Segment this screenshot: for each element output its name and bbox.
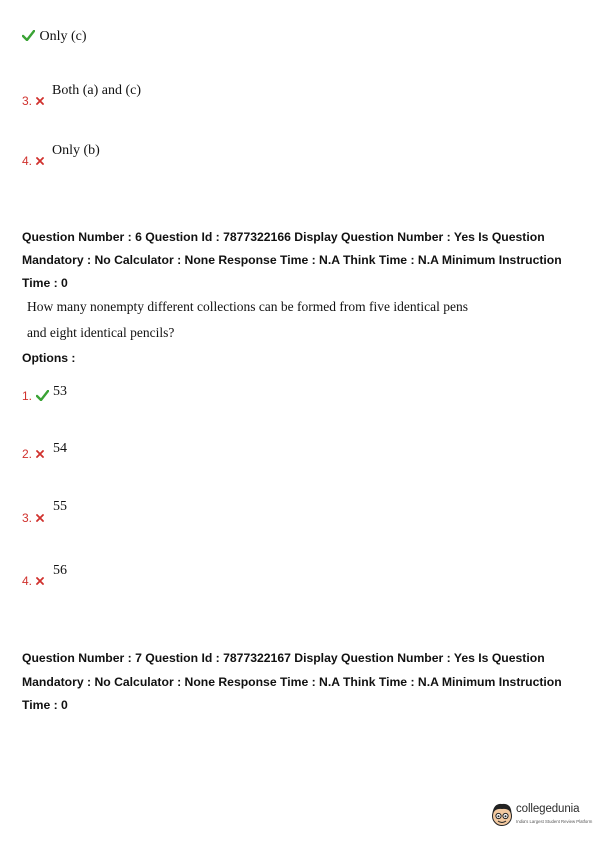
question-meta-line: Mandatory : No Calculator : None Response Time : N.A Think Time : N.A Minimum Instruction <box>22 675 562 689</box>
cross-icon <box>36 514 44 522</box>
check-icon <box>22 30 35 41</box>
option-text: Only (c) <box>39 29 87 44</box>
option-text: Only (b) <box>52 143 100 158</box>
option-row-4 <box>22 572 44 590</box>
cross-icon <box>36 157 44 165</box>
brand-name: collegedunia <box>516 803 580 815</box>
collegedunia-mascot-logo <box>489 799 515 829</box>
brand-logo <box>489 799 593 833</box>
option-number: 3. <box>22 94 33 108</box>
option-text: 56 <box>53 563 67 578</box>
question-meta-line: Question Number : 6 Question Id : 7877322166 Display Question Number : Yes Is Question <box>22 230 545 244</box>
options-label: Options : <box>22 351 76 365</box>
question-meta-line: Time : 0 <box>22 276 68 290</box>
brand-tagline: India's Largest Student Review Platform <box>516 819 593 824</box>
option-number: 2. <box>22 447 33 461</box>
option-number: 3. <box>22 511 33 525</box>
option-number: 4. <box>22 154 33 168</box>
cross-icon <box>36 577 44 585</box>
prev-option-row-3 <box>22 92 44 110</box>
prev-option-row-4 <box>22 152 44 170</box>
question-text-line: and eight identical pencils? <box>27 325 175 340</box>
question-meta-line: Question Number : 7 Question Id : 7877322167 Display Question Number : Yes Is Question <box>22 651 545 665</box>
option-text: 55 <box>53 499 67 514</box>
check-icon <box>36 390 49 401</box>
option-text: 54 <box>53 441 67 456</box>
question-meta-line: Mandatory : No Calculator : None Response Time : N.A Think Time : N.A Minimum Instruction <box>22 253 562 267</box>
option-text: Both (a) and (c) <box>52 83 142 98</box>
option-text: 53 <box>53 384 67 399</box>
option-row-1 <box>22 387 49 405</box>
cross-icon <box>36 97 44 105</box>
option-row-3 <box>22 509 44 527</box>
question-meta-line: Time : 0 <box>22 698 68 712</box>
cross-icon <box>36 450 44 458</box>
question-text-line: How many nonempty different collections can be formed from five identical pens <box>27 299 468 314</box>
option-number: 4. <box>22 574 33 588</box>
option-row-2 <box>22 445 44 463</box>
prev-option-row-1 <box>22 27 87 45</box>
option-number: 1. <box>22 389 33 403</box>
